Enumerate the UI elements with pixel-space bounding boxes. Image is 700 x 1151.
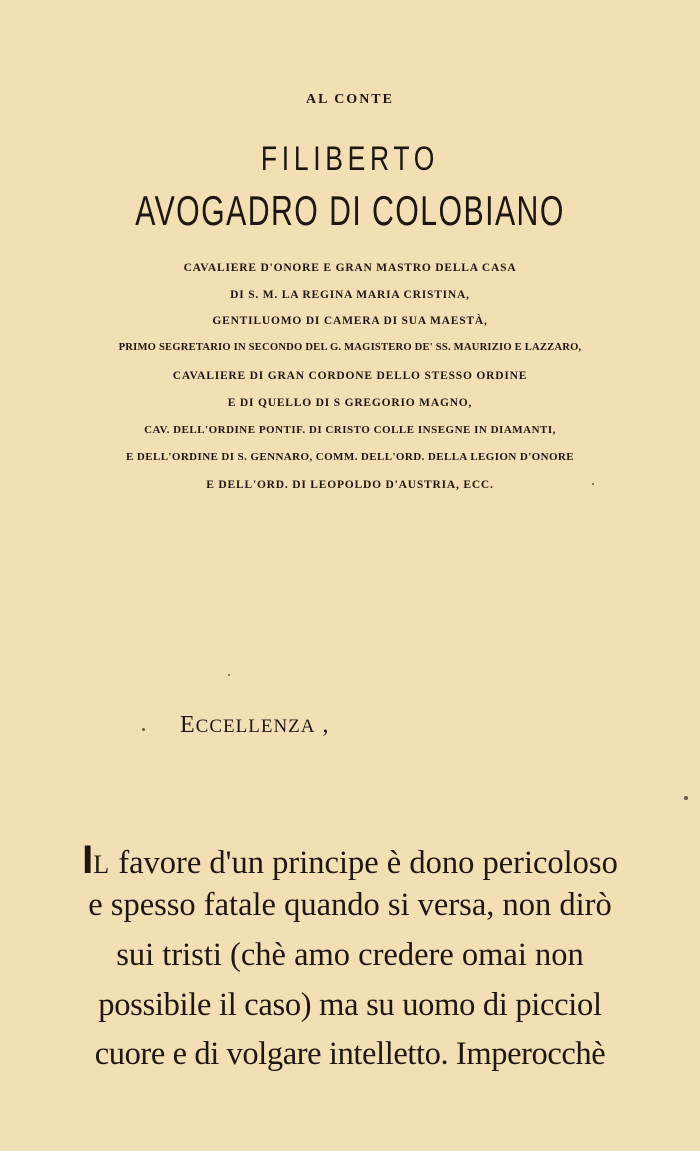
paper-speck xyxy=(228,674,230,676)
body-line-1-text: favore d'un principe è dono pericoloso xyxy=(110,845,618,881)
body-line-1 xyxy=(0,838,700,883)
body-line-2: e spesso fatale quando si versa, non dirò xyxy=(88,887,612,923)
title-line-5: CAVALIERE DI GRAN CORDONE DELLO STESSO ORDINE xyxy=(172,370,528,382)
body-line-4: possibile il caso) ma su uomo di picciol xyxy=(98,987,602,1023)
body-line-3: sui tristi (chè amo credere omai non xyxy=(116,937,584,973)
title-line-4: PRIMO SEGRETARIO IN SECONDO DEL G. MAGISTERO DE' SS. MAURIZIO E LAZZARO, xyxy=(118,342,582,353)
salutation xyxy=(180,712,330,739)
title-line-1: CAVALIERE D'ONORE E GRAN MASTRO DELLA CASA xyxy=(183,262,517,274)
title-line-9: E DELL'ORD. DI LEOPOLDO D'AUSTRIA, ECC. xyxy=(206,479,494,491)
salutation-punct: , xyxy=(322,712,330,738)
paper-speck xyxy=(142,728,145,731)
drop-cap: I xyxy=(82,838,94,882)
title-line-2: DI S. M. LA REGINA MARIA CRISTINA, xyxy=(230,289,470,301)
first-word-rest: L xyxy=(93,850,111,879)
salutation-initial: E xyxy=(180,712,196,738)
title-line-7: CAV. DELL'ORDINE PONTIF. DI CRISTO COLLE INSEGNE IN DIAMANTI, xyxy=(144,424,556,436)
title-line-6: E DI QUELLO DI S GREGORIO MAGNO, xyxy=(227,397,473,409)
paper-speck xyxy=(684,796,688,800)
title-line-3: GENTILUOMO DI CAMERA DI SUA MAESTÀ, xyxy=(212,315,488,327)
title-line-8: E DELL'ORDINE DI S. GENNARO, COMM. DELL'ORD. DELLA LEGION D'ONORE xyxy=(125,451,575,463)
dedication-line: AL CONTE xyxy=(306,92,394,107)
paper-speck xyxy=(592,483,594,485)
honoree-first-name: FILIBERTO xyxy=(260,140,440,178)
body-line-5: cuore e di volgare intelletto. Imperocchè xyxy=(94,1036,606,1072)
salutation-rest: CCELLENZA xyxy=(195,716,316,737)
honoree-surname: AVOGADRO DI COLOBIANO xyxy=(135,187,565,234)
